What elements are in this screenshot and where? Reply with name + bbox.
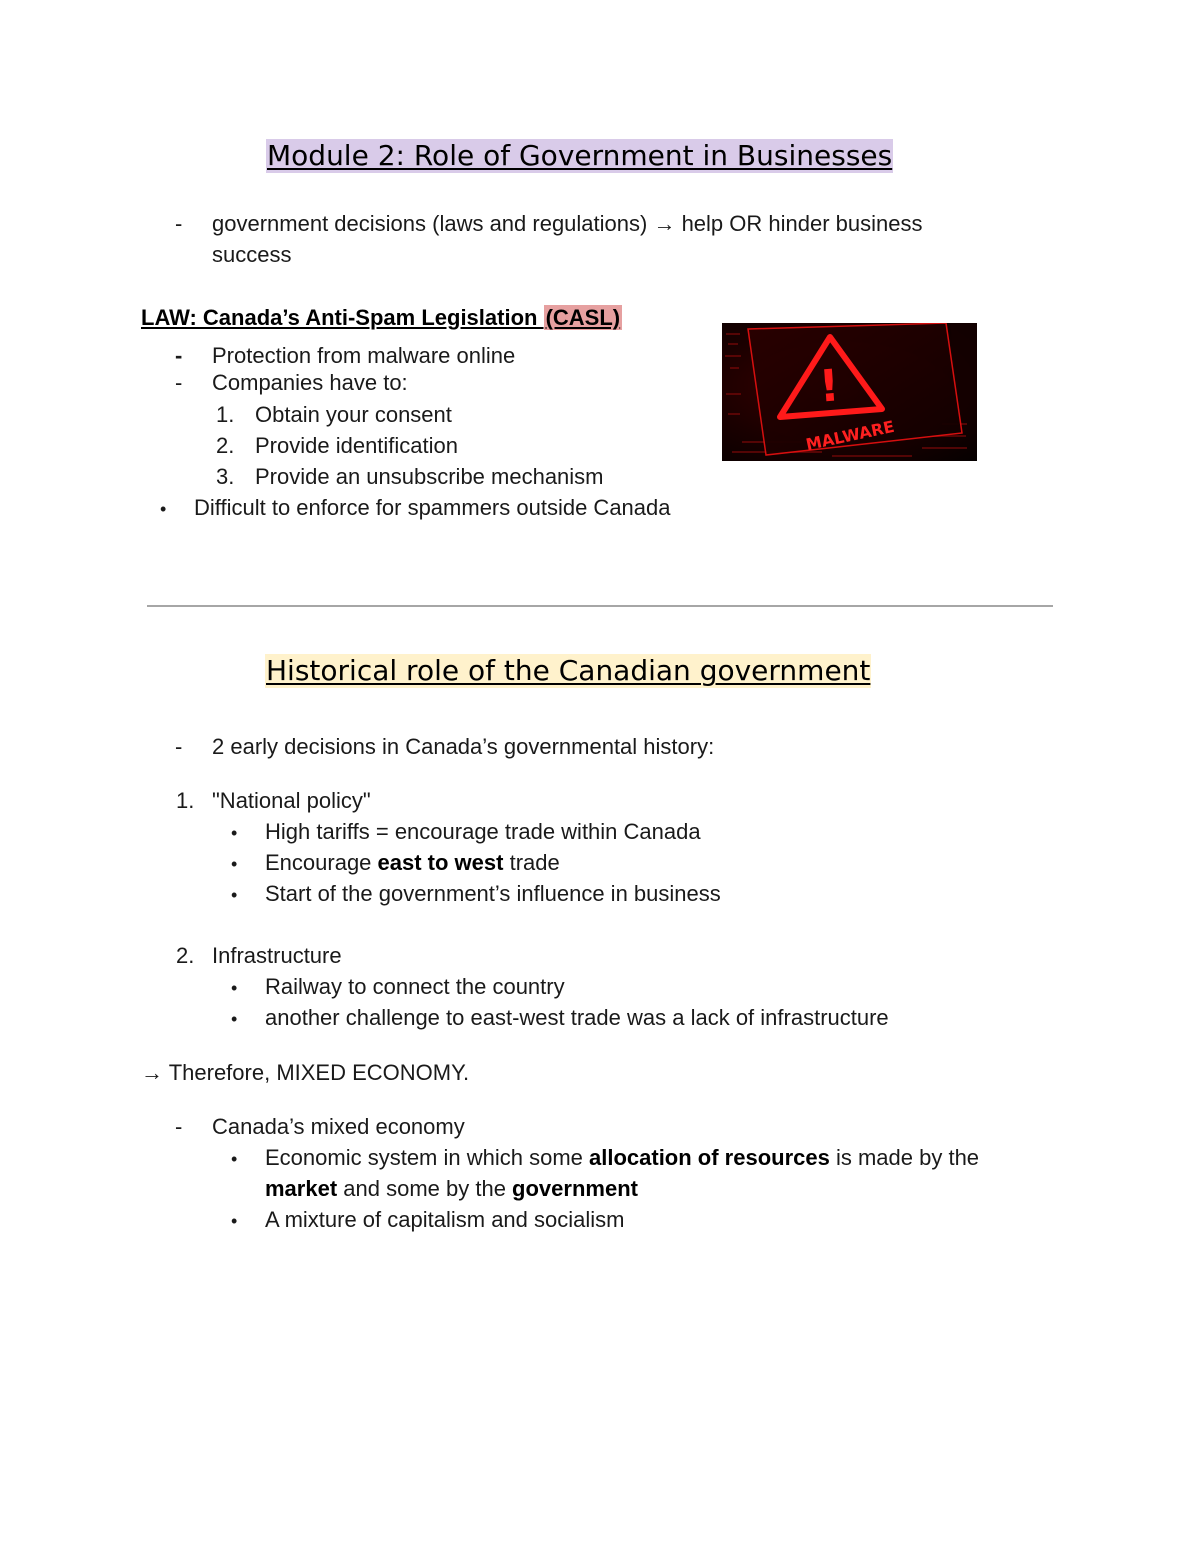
bullet-economic-system-cont: [265, 1176, 638, 1202]
law-note: Difficult to enforce for spammers outside Canada: [194, 495, 671, 520]
history-intro: 2 early decisions in Canada’s governmental history:: [212, 734, 715, 759]
step-number: 1.: [216, 402, 235, 427]
bullet-challenge: another challenge to east-west trade was a lack of infrastructure: [265, 1005, 889, 1030]
bullet-marker: •: [231, 885, 238, 905]
dash-marker: -: [175, 370, 183, 395]
bullet-marker: •: [231, 1149, 238, 1169]
bullet-east-west: [265, 850, 560, 876]
decision-national-policy: "National policy": [212, 788, 371, 813]
step-consent: Obtain your consent: [255, 402, 452, 427]
history-title: Historical role of the Canadian government: [266, 654, 871, 687]
bullet-marker: •: [231, 823, 238, 843]
section-divider: [147, 605, 1053, 607]
decision-number: 1.: [176, 788, 195, 813]
text-fragment: and some by the: [337, 1176, 513, 1201]
intro-line-1: government decisions (laws and regulations) → help OR hinder business: [212, 211, 923, 236]
text-fragment: is made by the: [829, 1145, 980, 1170]
law-item-companies: Companies have to:: [212, 370, 408, 395]
warning-glyph: !: [817, 360, 842, 413]
mixed-economy-title: Canada’s mixed economy: [212, 1114, 465, 1139]
step-number: 3.: [216, 464, 235, 489]
malware-label: MALWARE: [804, 416, 897, 455]
emphasis-allocation: allocation of resources: [589, 1145, 830, 1170]
emphasis-market: market: [265, 1176, 338, 1201]
bullet-mixture: A mixture of capitalism and socialism: [265, 1207, 625, 1232]
text-fragment: trade: [503, 850, 560, 875]
step-number: 2.: [216, 433, 235, 458]
dash-marker: -: [175, 211, 183, 236]
step-unsubscribe: Provide an unsubscribe mechanism: [255, 464, 604, 489]
text-fragment: Encourage: [265, 850, 378, 875]
module-title: Module 2: Role of Government in Businesses: [267, 139, 893, 172]
bullet-economic-system: [265, 1145, 979, 1171]
dash-marker: -: [175, 343, 183, 368]
dash-marker: -: [175, 1114, 183, 1139]
bullet-marker: •: [160, 499, 167, 519]
step-identification: Provide identification: [255, 433, 459, 458]
malware-image: [722, 323, 977, 461]
law-item-protection: Protection from malware online: [212, 343, 516, 368]
emphasis-government: government: [512, 1176, 638, 1201]
malware-illustration: [722, 323, 977, 461]
bullet-marker: •: [231, 1211, 238, 1231]
bullet-railway: Railway to connect the country: [265, 974, 565, 999]
bullet-marker: •: [231, 1009, 238, 1029]
decision-number: 2.: [176, 943, 195, 968]
bullet-influence: Start of the government’s influence in business: [265, 881, 721, 906]
law-heading-text: LAW: Canada’s Anti-Spam Legislation: [141, 305, 544, 330]
law-heading: [141, 304, 622, 332]
bullet-marker: •: [231, 978, 238, 998]
bullet-high-tariffs: High tariffs = encourage trade within Canada: [265, 819, 701, 844]
therefore-line: → Therefore, MIXED ECONOMY.: [141, 1060, 470, 1085]
casl-highlight: (CASL): [545, 305, 621, 330]
intro-line-2: success: [212, 242, 292, 267]
decision-infrastructure: Infrastructure: [212, 943, 342, 968]
bullet-marker: •: [231, 854, 238, 874]
dash-marker: -: [175, 734, 183, 759]
text-fragment: Economic system in which some: [265, 1145, 589, 1170]
emphasis-east-to-west: east to west: [377, 850, 504, 875]
